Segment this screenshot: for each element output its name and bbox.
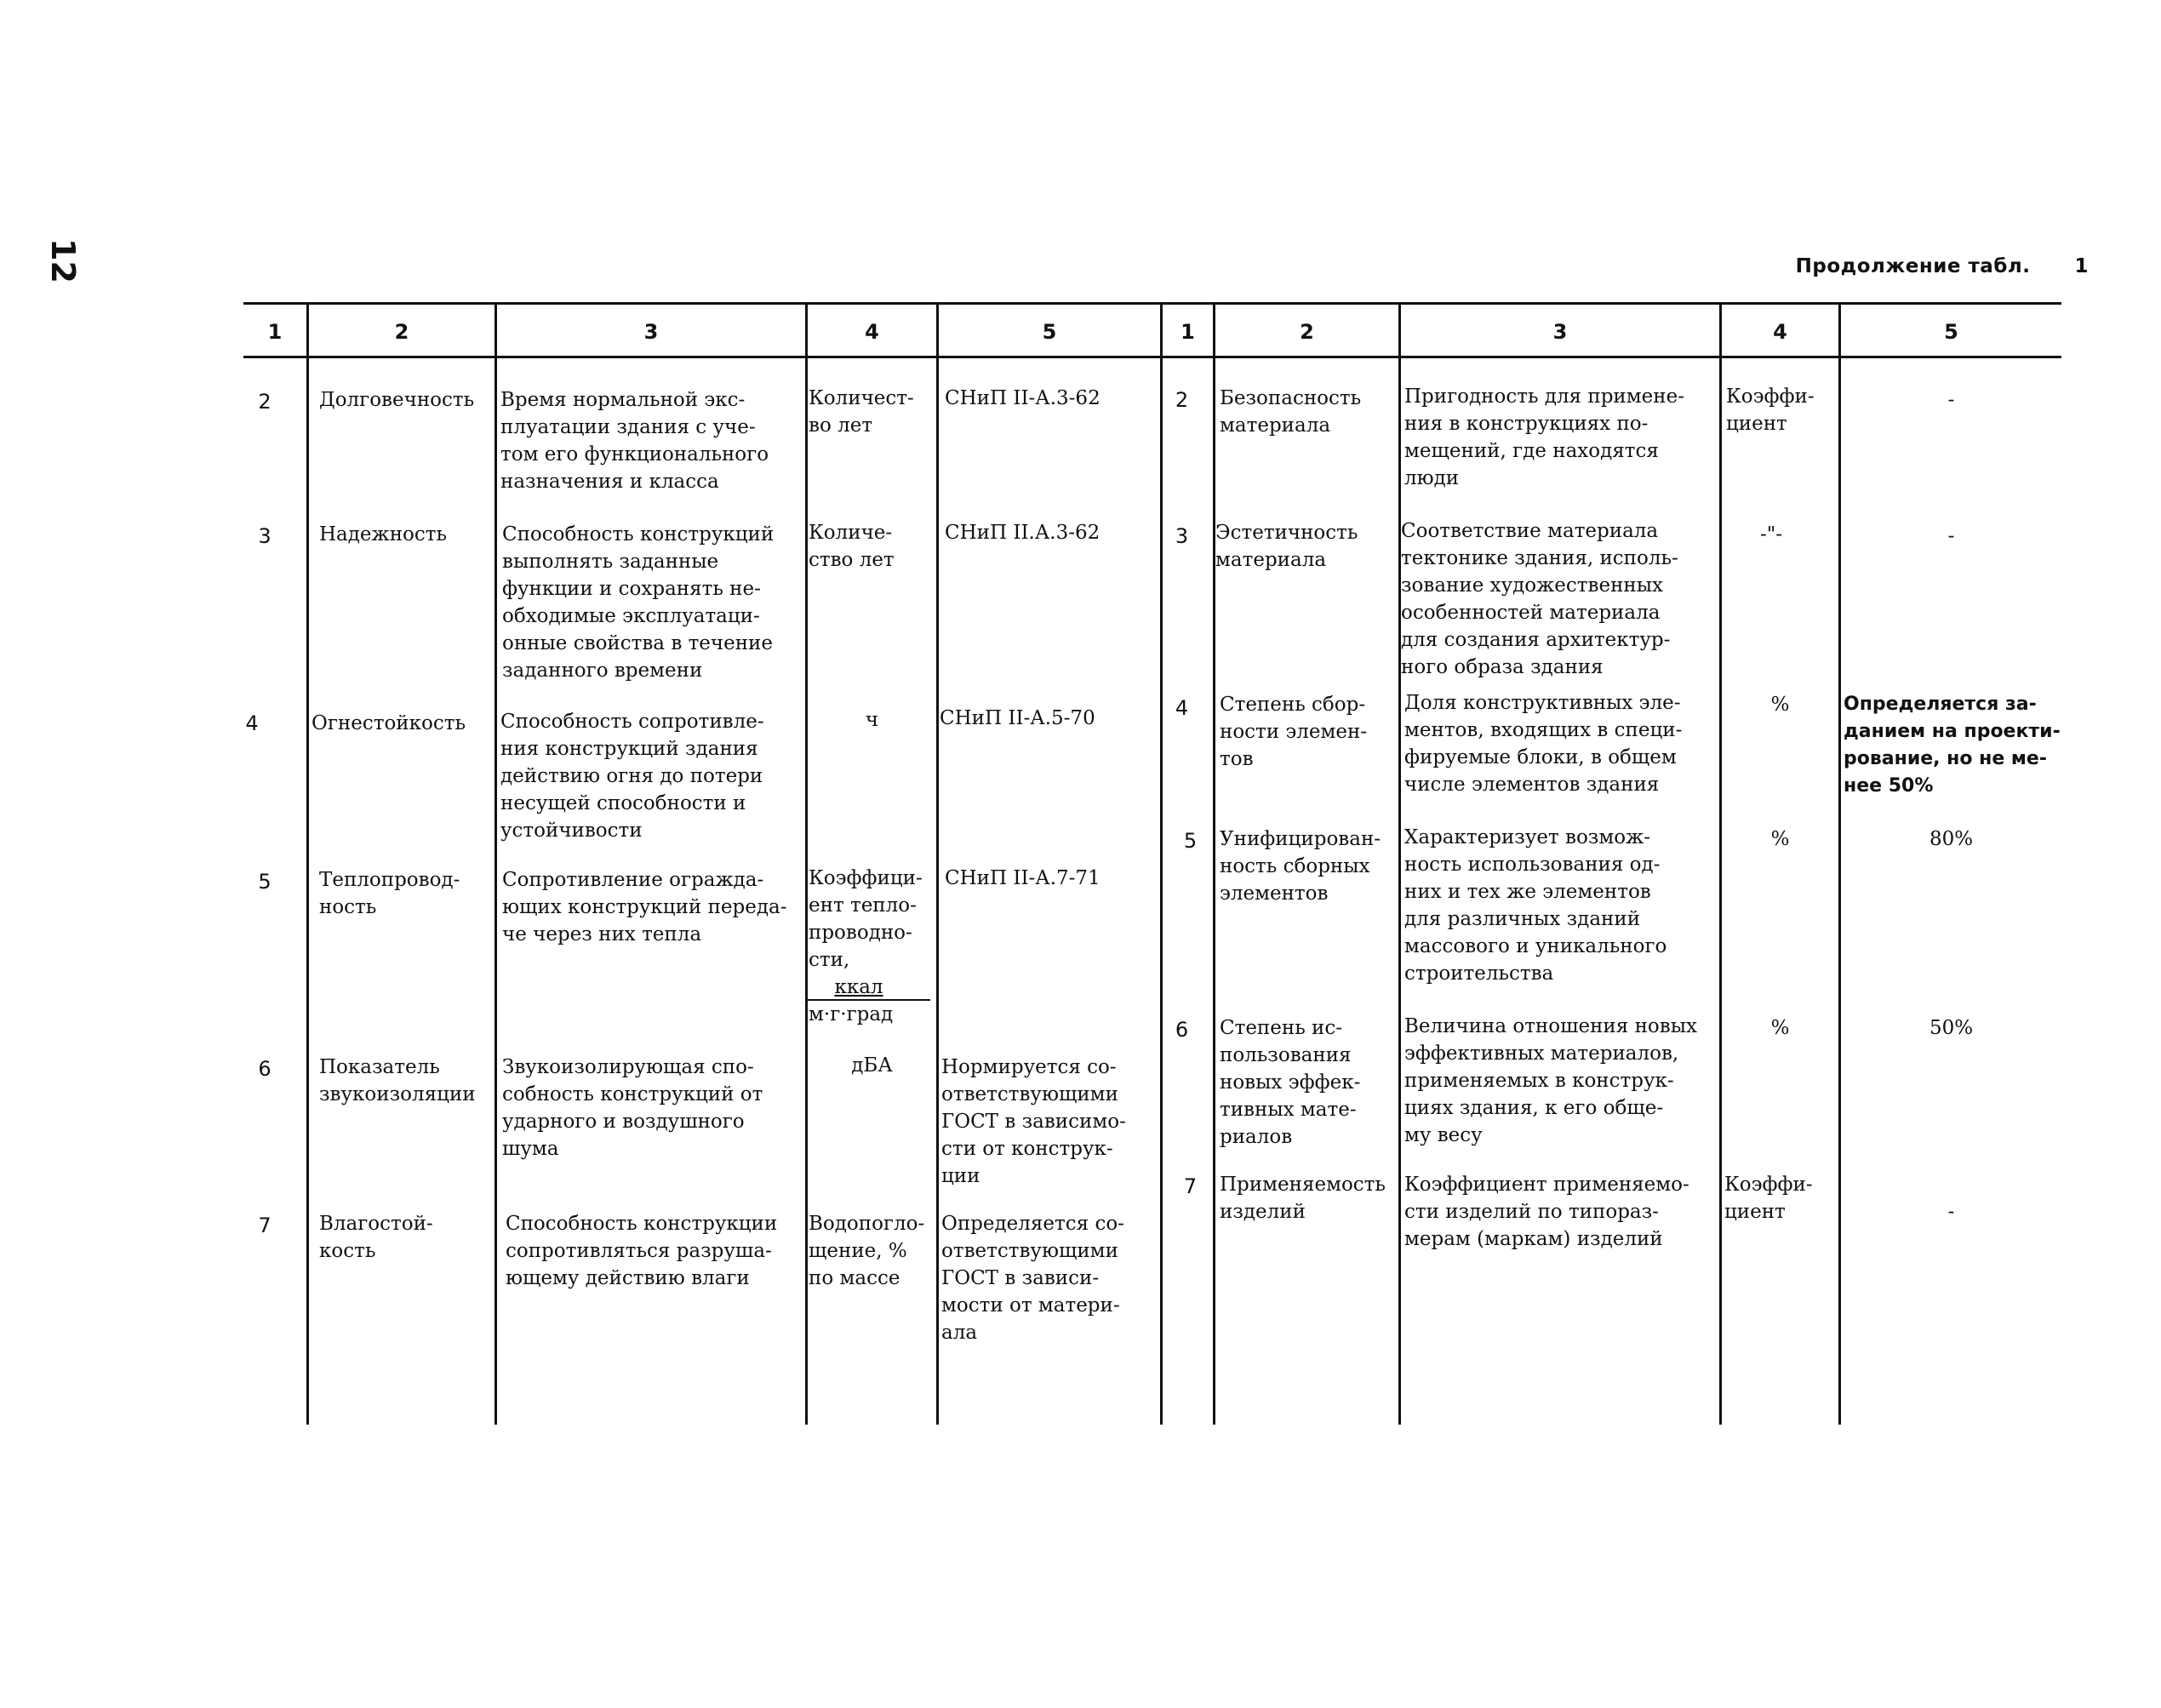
column-divider: [1160, 303, 1163, 1425]
left-indicator-unit: Коэффици- ент тепло- проводно- сти,: [809, 867, 923, 971]
column-divider: [1213, 303, 1215, 1425]
right-indicator-value: -: [1947, 389, 1955, 411]
right-indicator-name: Степень сбор- ности элемен- тов: [1220, 694, 1368, 770]
header-col-5-right: 5: [1944, 320, 1958, 344]
right-indicator-unit: -"-: [1759, 523, 1783, 546]
left-indicator-name: Теплопровод- ность: [319, 869, 460, 918]
left-indicator-norm: СНиП II-А.7-71: [945, 867, 1101, 889]
right-indicator-unit: Коэффи- циент: [1726, 386, 1815, 435]
right-row-number: 4: [1175, 696, 1189, 720]
left-indicator-unit: Водопогло- щение, % по массе: [809, 1213, 925, 1289]
left-indicator-name: Влагостой- кость: [319, 1213, 433, 1262]
right-row-number: 5: [1183, 829, 1198, 853]
left-indicator-norm: СНиП II-А.5-70: [940, 707, 1095, 729]
header-col-2-right: 2: [1300, 320, 1314, 344]
right-indicator-definition: Соответствие материала тектонике здания, исполь- зование художественных особенностей материала для создания архитектур- ного образа здания: [1401, 520, 1678, 678]
caption-text: Продолжение табл.: [1795, 255, 2031, 277]
header-col-2: 2: [394, 320, 409, 344]
left-indicator-name: Показатель звукоизоляции: [319, 1056, 476, 1105]
left-indicator-name: Надежность: [319, 523, 448, 546]
right-row-number: 3: [1175, 524, 1189, 548]
left-indicator-definition: Сопротивление огражда- ющих конструкций переда- че через них тепла: [502, 869, 787, 945]
right-indicator-name: Эстетичность материала: [1215, 522, 1358, 571]
left-indicator-definition: Способность конструкций выполнять заданные функции и сохранять не- обходимые эксплуатаци- онные свойства в течение заданного времени: [502, 523, 775, 682]
right-indicator-definition: Коэффициент применяемо- сти изделий по типораз- мерам (маркам) изделий: [1404, 1174, 1689, 1250]
right-indicator-unit: %: [1770, 1017, 1790, 1039]
left-row-number: 2: [258, 390, 272, 414]
column-divider: [495, 303, 497, 1425]
left-indicator-unit: ч: [865, 709, 879, 731]
header-col-1: 1: [267, 320, 283, 344]
right-indicator-name: Степень ис- пользования новых эффек- тивных мате- риалов: [1220, 1017, 1361, 1148]
right-indicator-definition: Пригодность для примене- ния в конструкциях по- мещений, где находятся люди: [1404, 386, 1684, 489]
column-divider: [306, 303, 309, 1425]
table-caption: [1796, 255, 2089, 277]
column-divider: [1838, 303, 1841, 1425]
right-indicator-definition: Характеризует возмож- ность использования од- них и тех же элементов для различных зданий массового и уникального строительства: [1404, 826, 1667, 985]
right-indicator-definition: Доля конструктивных эле- ментов, входящих в специ- фируемые блоки, в общем числе элементов здания: [1404, 692, 1683, 796]
table-header-rule: [243, 356, 2061, 358]
left-indicator-definition: Способность сопротивле- ния конструкций здания действию огня до потери несущей способности и устойчивости: [500, 711, 764, 842]
page-number: 12: [44, 238, 82, 283]
column-divider: [936, 303, 939, 1425]
left-indicator-unit: Количест- во лет: [809, 387, 914, 437]
left-indicator-norm: СНиП II.А.3-62: [945, 522, 1101, 544]
right-indicator-unit: Коэффи- циент: [1724, 1174, 1813, 1223]
header-col-3: 3: [643, 320, 659, 344]
left-row-number: 3: [258, 524, 272, 548]
right-indicator-name: Применяемость изделий: [1220, 1174, 1386, 1223]
unit-fraction-denominator: м·г·град: [809, 1003, 894, 1025]
column-divider: [1398, 303, 1401, 1425]
right-indicator-value: -: [1947, 1201, 1955, 1223]
header-col-3-right: 3: [1552, 320, 1568, 344]
header-col-5: 5: [1042, 320, 1057, 344]
left-indicator-unit: Количе- ство лет: [809, 522, 895, 571]
right-indicator-name: Унифицирован- ность сборных элементов: [1220, 828, 1381, 905]
right-indicator-definition: Величина отношения новых эффективных материалов, применяемых в конструк- циях здания, к его обще- му весу: [1404, 1015, 1697, 1146]
header-col-1-right: 1: [1181, 320, 1195, 344]
left-row-number: 4: [245, 711, 259, 735]
right-indicator-value: 50%: [1929, 1017, 1974, 1039]
right-indicator-unit: %: [1770, 828, 1790, 850]
left-row-number: 7: [258, 1214, 272, 1237]
left-row-number: 5: [258, 870, 272, 894]
left-indicator-definition: Способность конструкции сопротивляться разруша- ющему действию влаги: [506, 1213, 778, 1289]
unit-fraction-numerator: ккал: [834, 976, 883, 998]
table-top-rule: [243, 302, 2061, 305]
left-indicator-norm: СНиП II-А.3-62: [945, 387, 1101, 409]
header-col-4-right: 4: [1773, 320, 1787, 344]
header-col-4: 4: [865, 320, 879, 344]
left-indicator-norm: Определяется со- ответствующими ГОСТ в зависи- мости от матери- ала: [941, 1213, 1124, 1344]
right-row-number: 6: [1175, 1018, 1189, 1042]
left-indicator-norm: Нормируется со- ответствующими ГОСТ в зависимо- сти от конструк- ции: [941, 1056, 1126, 1187]
right-indicator-value: -: [1947, 525, 1955, 547]
left-indicator-definition: Звукоизолирующая спо- собность конструкций от ударного и воздушного шума: [502, 1056, 763, 1160]
right-row-number: 2: [1175, 388, 1189, 412]
left-indicator-definition: Время нормальной экс- плуатации здания с уче- том его функционального назначения и класса: [500, 389, 769, 493]
right-indicator-name: Безопасность материала: [1220, 387, 1362, 437]
right-row-number: 7: [1183, 1174, 1198, 1198]
left-indicator-name: Долговечность: [319, 389, 475, 411]
right-indicator-value: 80%: [1929, 828, 1974, 850]
right-indicator-value: Определяется за- данием на проекти- рование, но не ме- нее 50%: [1844, 694, 2061, 797]
right-indicator-unit: %: [1770, 694, 1790, 716]
left-indicator-unit: дБА: [851, 1054, 893, 1077]
left-row-number: 6: [258, 1057, 272, 1081]
left-indicator-name: Огнестойкость: [312, 712, 466, 734]
caption-table-number: 1: [2074, 255, 2089, 277]
